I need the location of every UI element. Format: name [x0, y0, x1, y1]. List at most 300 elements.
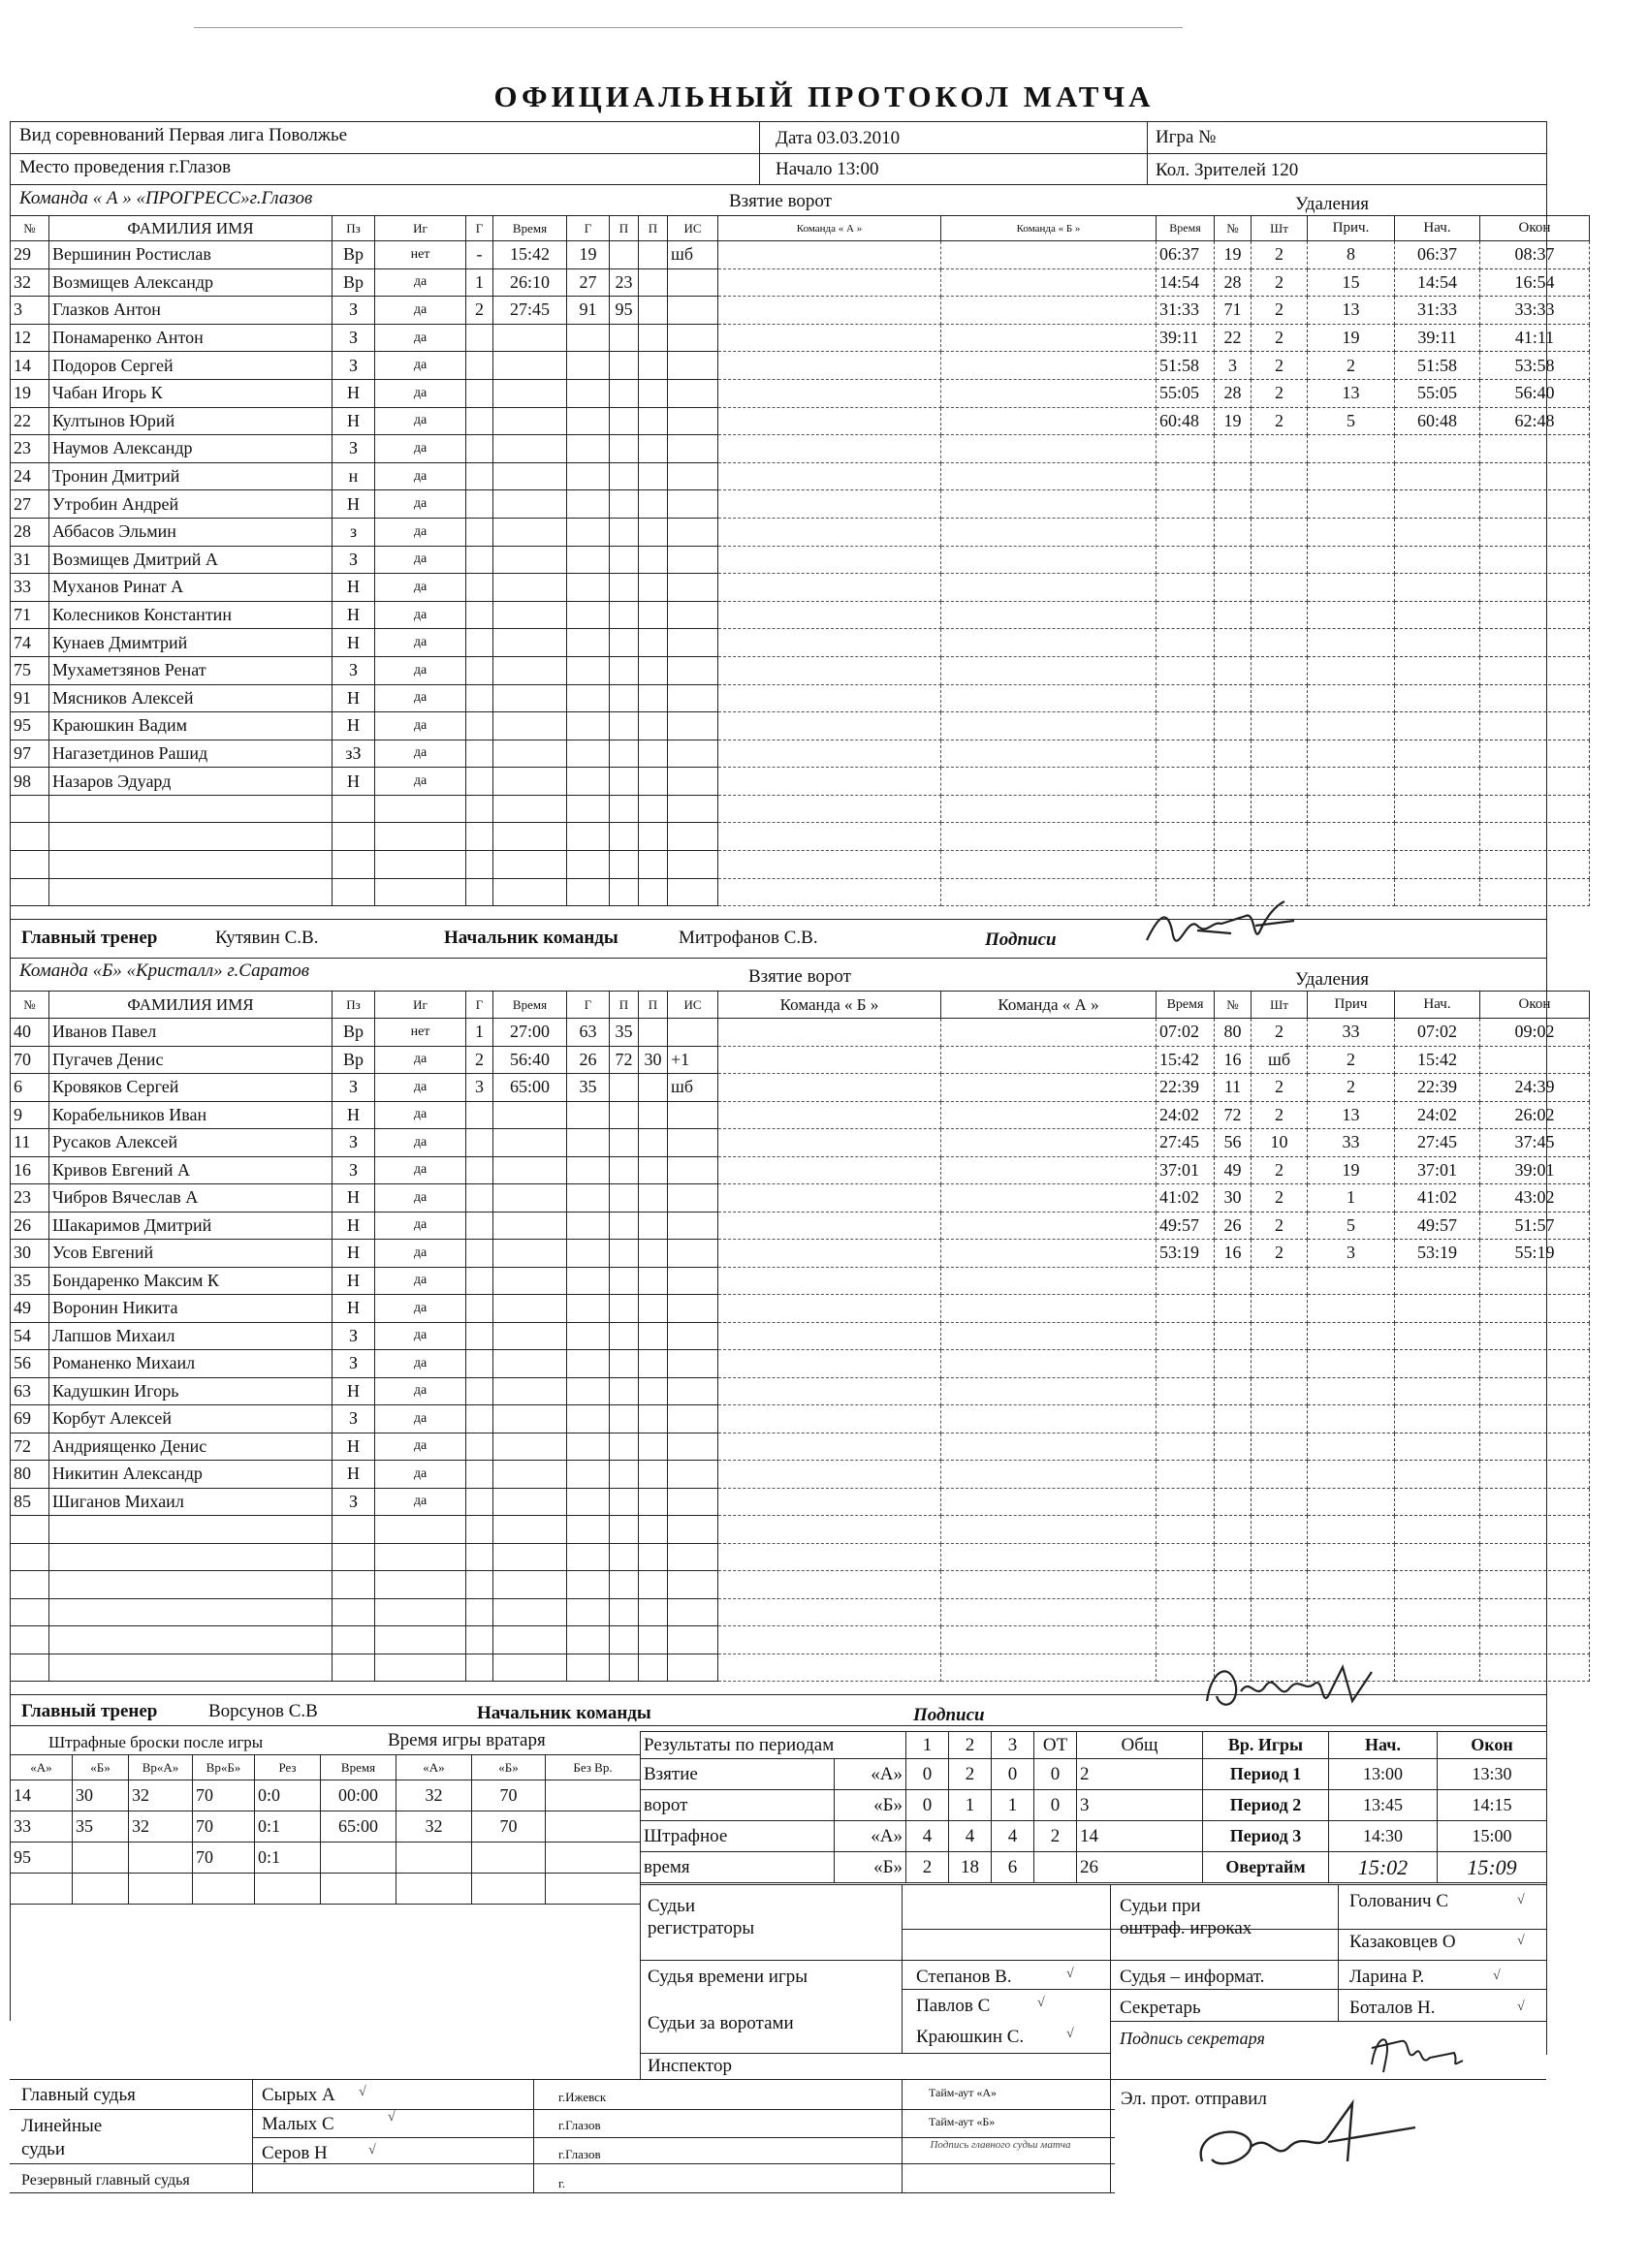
penalty-reason [1308, 1598, 1395, 1626]
penalty-minutes [1252, 712, 1308, 740]
penalty-time [1157, 712, 1215, 740]
goal-scorer [567, 1129, 610, 1157]
penalty-start [1395, 1543, 1480, 1571]
goal-time [493, 740, 567, 768]
player-played: да [375, 574, 466, 602]
penalty-start: 39:11 [1395, 324, 1480, 352]
penalty-minutes: 2 [1252, 1212, 1308, 1240]
goal-situation [668, 795, 718, 823]
goal-assist-1 [610, 574, 639, 602]
player-row [11, 1571, 1590, 1599]
goalie-changes-opp [941, 1295, 1157, 1323]
goal-time: 27:45 [493, 297, 567, 325]
player-played: да [375, 712, 466, 740]
player-position [333, 795, 375, 823]
player-played: да [375, 1461, 466, 1489]
team-b-coach: Ворсунов С.В [208, 1701, 318, 1721]
penalty-start [1395, 851, 1480, 879]
goal-scorer [567, 878, 610, 906]
goal-scorer [567, 1212, 610, 1240]
goal-situation [668, 1626, 718, 1654]
goal-situation [668, 1156, 718, 1184]
penalty-end [1480, 435, 1590, 463]
line-judge-2: Серов Н [262, 2143, 328, 2163]
goalie-changes-own [718, 1516, 941, 1544]
player-number: 28 [11, 518, 49, 546]
penalty-player [1215, 1461, 1252, 1489]
player-position [333, 1571, 375, 1599]
goal-scorer: 26 [567, 1046, 610, 1074]
penalty-start [1395, 656, 1480, 684]
goal-situation [668, 1654, 718, 1682]
penalty-player: 49 [1215, 1156, 1252, 1184]
goal-number [466, 407, 493, 435]
goal-time [493, 1516, 567, 1544]
goalie-changes-own [718, 352, 941, 380]
main-referee-sign-label: Подпись главного судьи матча [930, 2139, 1071, 2151]
penalty-end [1480, 601, 1590, 629]
penalty-end [1480, 1350, 1590, 1378]
penalty-end [1480, 795, 1590, 823]
info-judge-label: Судья – информат. [1120, 1967, 1265, 1987]
player-row [11, 1267, 1590, 1295]
penalty-time [1157, 823, 1215, 851]
player-name: Кривов Евгений А [49, 1156, 333, 1184]
penalty-start: 27:45 [1395, 1129, 1480, 1157]
penalty-minutes: 2 [1252, 241, 1308, 269]
penalty-player [1215, 574, 1252, 602]
player-position [333, 823, 375, 851]
player-row [11, 490, 1590, 519]
player-name [49, 851, 333, 879]
player-name: Никитин Александр [49, 1461, 333, 1489]
penalty-start: 51:58 [1395, 352, 1480, 380]
registrars-label: Судьи регистраторы [648, 1896, 755, 1938]
penalty-time: 15:42 [1157, 1046, 1215, 1074]
player-row [11, 1433, 1590, 1461]
goal-assist-2 [639, 297, 668, 325]
goal-time [493, 1626, 567, 1654]
penalty-player: 19 [1215, 241, 1252, 269]
penalty-box-judge-1: Голованич С [1349, 1891, 1449, 1911]
goal-assist-1 [610, 768, 639, 796]
penalty-reason: 13 [1308, 379, 1395, 407]
penalty-minutes [1252, 684, 1308, 712]
goal-situation [668, 490, 718, 519]
player-position: н [333, 462, 375, 490]
goal-scorer [567, 629, 610, 657]
goal-scorer [567, 851, 610, 879]
goalie-changes-own [718, 684, 941, 712]
player-position: Вр [333, 241, 375, 269]
penalty-minutes [1252, 546, 1308, 574]
penalty-time [1157, 462, 1215, 490]
goal-assist-2 [639, 462, 668, 490]
penalty-reason [1308, 1350, 1395, 1378]
penalty-time [1157, 1598, 1215, 1626]
goal-time [493, 435, 567, 463]
player-row [11, 546, 1590, 574]
penalty-time [1157, 518, 1215, 546]
goal-assist-1 [610, 241, 639, 269]
team-a-caption: Команда « А » «ПРОГРЕСС»г.Глазов [19, 188, 313, 208]
player-played: да [375, 1156, 466, 1184]
player-position: Н [333, 1267, 375, 1295]
player-row [11, 324, 1590, 352]
player-row [11, 1488, 1590, 1516]
goal-assist-1 [610, 1543, 639, 1571]
penalty-start: 15:42 [1395, 1046, 1480, 1074]
penalty-end [1480, 851, 1590, 879]
goal-assist-1 [610, 795, 639, 823]
penalty-minutes: 2 [1252, 324, 1308, 352]
player-number: 69 [11, 1405, 49, 1433]
penalty-time: 22:39 [1157, 1074, 1215, 1102]
player-row [11, 297, 1590, 325]
penalty-reason: 5 [1308, 1212, 1395, 1240]
goal-scorer [567, 1295, 610, 1323]
goalie-time-header-cell: «Б» [472, 1755, 546, 1780]
penalty-end [1480, 712, 1590, 740]
shootout-cell: 70 [193, 1811, 255, 1843]
penalty-time [1157, 629, 1215, 657]
player-name: Тронин Дмитрий [49, 462, 333, 490]
player-position [333, 1654, 375, 1682]
player-name [49, 1598, 333, 1626]
goal-assist-2 [639, 268, 668, 297]
penalty-player: 11 [1215, 1074, 1252, 1102]
goalie-changes-opp [941, 656, 1157, 684]
penalty-minutes: 2 [1252, 1074, 1308, 1102]
goalie-changes-opp [941, 740, 1157, 768]
goal-assist-1: 95 [610, 297, 639, 325]
penalty-end [1480, 1543, 1590, 1571]
player-position [333, 1598, 375, 1626]
player-position: З [333, 324, 375, 352]
penalty-time [1157, 574, 1215, 602]
penalty-start [1395, 629, 1480, 657]
penalty-box-judges-label: Судьи при оштраф. игроках [1120, 1896, 1252, 1938]
goalie-time-title: Время игры вратаря [388, 1730, 546, 1750]
goal-assist-2 [639, 352, 668, 380]
shootout-row [11, 1780, 321, 1811]
goal-number [466, 1654, 493, 1682]
goal-assist-2 [639, 1184, 668, 1213]
goal-number [466, 601, 493, 629]
player-name: Мясников Алексей [49, 684, 333, 712]
player-name: Муханов Ринат А [49, 574, 333, 602]
player-played: да [375, 1433, 466, 1461]
goalie-changes-own [718, 518, 941, 546]
player-played: да [375, 684, 466, 712]
player-name: Андриященко Денис [49, 1433, 333, 1461]
penalty-end [1480, 1046, 1590, 1074]
period-name: Период 1 [1203, 1759, 1329, 1790]
goal-assist-1 [610, 1598, 639, 1626]
player-name: Утробин Андрей [49, 490, 333, 519]
goalie-changes-opp [941, 241, 1157, 269]
penalty-minutes [1252, 518, 1308, 546]
player-number: 6 [11, 1074, 49, 1102]
goalie-changes-opp [941, 1129, 1157, 1157]
goal-time [493, 546, 567, 574]
goalie-changes-own [718, 823, 941, 851]
goal-number [466, 379, 493, 407]
goal-assist-1 [610, 1626, 639, 1654]
goal-time [493, 1156, 567, 1184]
penalty-start: 22:39 [1395, 1074, 1480, 1102]
competition-type: Вид соревнований Первая лига Поволжье [19, 125, 348, 145]
secretary-sign-label: Подпись секретаря [1120, 2029, 1265, 2048]
goal-situation [668, 878, 718, 906]
penalty-time: 07:02 [1157, 1019, 1215, 1047]
penalty-time [1157, 1516, 1215, 1544]
player-played: да [375, 1184, 466, 1213]
shootout-row [11, 1811, 321, 1843]
penalty-start: 06:37 [1395, 241, 1480, 269]
penalty-player [1215, 684, 1252, 712]
penalty-end [1480, 768, 1590, 796]
penalty-end: 39:01 [1480, 1156, 1590, 1184]
team-b-caption: Команда «Б» «Кристалл» г.Саратов [19, 961, 310, 981]
goalie-changes-own [718, 1212, 941, 1240]
player-row [11, 1212, 1590, 1240]
penalty-time [1157, 851, 1215, 879]
goal-assist-2 [639, 1461, 668, 1489]
penalty-end [1480, 518, 1590, 546]
goal-assist-1 [610, 1405, 639, 1433]
goal-assist-1 [610, 684, 639, 712]
line-judge-1: Малых С [262, 2114, 334, 2134]
goal-situation: шб [668, 241, 718, 269]
player-name [49, 1654, 333, 1682]
goal-scorer [567, 352, 610, 380]
penalty-end: 08:37 [1480, 241, 1590, 269]
player-row [11, 684, 1590, 712]
goalie-changes-own [718, 490, 941, 519]
penalty-time [1157, 1571, 1215, 1599]
goal-scorer: 63 [567, 1019, 610, 1047]
goal-scorer: 35 [567, 1074, 610, 1102]
player-row [11, 241, 1590, 269]
inspector-label: Инспектор [648, 2056, 732, 2076]
shootout-cell: 70 [193, 1780, 255, 1811]
goal-time [493, 1543, 567, 1571]
goalie-time-cell [396, 1843, 472, 1874]
goal-number: - [466, 241, 493, 269]
penalty-reason [1308, 1295, 1395, 1323]
penalty-reason: 13 [1308, 297, 1395, 325]
penalty-time: 37:01 [1157, 1156, 1215, 1184]
penalty-player [1215, 795, 1252, 823]
goal-time: 27:00 [493, 1019, 567, 1047]
player-played: да [375, 407, 466, 435]
goal-time [493, 768, 567, 796]
penalty-reason: 33 [1308, 1019, 1395, 1047]
goal-assist-1 [610, 1295, 639, 1323]
penalty-time [1157, 1543, 1215, 1571]
player-position: З [333, 1405, 375, 1433]
goal-number: 2 [466, 297, 493, 325]
penalty-reason: 2 [1308, 1074, 1395, 1102]
shootout-cell [73, 1874, 129, 1905]
goal-scorer [567, 1101, 610, 1129]
player-position [333, 1516, 375, 1544]
penalty-minutes [1252, 1267, 1308, 1295]
goal-situation: +1 [668, 1046, 718, 1074]
player-row [11, 1350, 1590, 1378]
period-start: 15:02 [1329, 1852, 1438, 1883]
goal-assist-2 [639, 1571, 668, 1599]
player-played: да [375, 1295, 466, 1323]
player-played: да [375, 656, 466, 684]
goal-judges-label: Судьи за воротами [648, 2013, 794, 2033]
penalty-reason [1308, 1543, 1395, 1571]
goalie-time-table [320, 1754, 641, 1905]
goal-situation [668, 1129, 718, 1157]
goalie-changes-own [718, 268, 941, 297]
player-position: З [333, 1074, 375, 1102]
goal-assist-1 [610, 851, 639, 879]
penalty-time [1157, 1377, 1215, 1405]
main-referee-signature [1183, 2094, 1435, 2200]
game-time-table [1202, 1731, 1547, 1883]
goal-assist-2 [639, 684, 668, 712]
player-played: да [375, 1377, 466, 1405]
penalty-end: 33:33 [1480, 297, 1590, 325]
goalie-time-header-cell: Время [321, 1755, 396, 1780]
goal-assist-2 [639, 1543, 668, 1571]
team-a-coach: Кутявин С.В. [215, 928, 319, 948]
period-name: Период 3 [1203, 1821, 1329, 1852]
team-b-removals-title: Удаления [1295, 969, 1370, 990]
player-name: Чабан Игорь К [49, 379, 333, 407]
team-a-goals-title: Взятие ворот [729, 191, 832, 211]
goalie-changes-own [718, 1295, 941, 1323]
goal-assist-2 [639, 712, 668, 740]
period-results-table: Результаты по периодам 1 2 3 ОТ Общ Взятие «А» 0 2 0 0 2 ворот «Б» 0 1 1 0 3 Штрафное «А» 4 4 4 2 14 время «Б» 2 18 6 26 [640, 1731, 1203, 1883]
check-mark-icon: √ [1517, 1934, 1525, 1948]
shootout-cell: 32 [129, 1780, 193, 1811]
goalie-changes-own [718, 546, 941, 574]
penalty-reason [1308, 823, 1395, 851]
goal-scorer [567, 518, 610, 546]
goal-scorer [567, 1461, 610, 1489]
goal-time [493, 1598, 567, 1626]
penalty-start [1395, 601, 1480, 629]
player-number: 63 [11, 1377, 49, 1405]
goal-time [493, 878, 567, 906]
penalty-end: 53:58 [1480, 352, 1590, 380]
player-played: да [375, 435, 466, 463]
goal-assist-2 [639, 241, 668, 269]
shootout-cell [129, 1843, 193, 1874]
period-end: 14:15 [1438, 1790, 1547, 1821]
player-number [11, 851, 49, 879]
penalty-minutes [1252, 1350, 1308, 1378]
penalty-end [1480, 1598, 1590, 1626]
player-position: Н [333, 1212, 375, 1240]
penalty-start: 55:05 [1395, 379, 1480, 407]
player-played [375, 1571, 466, 1599]
player-row [11, 629, 1590, 657]
goalie-changes-opp [941, 1516, 1157, 1544]
penalty-player [1215, 1322, 1252, 1350]
goalie-changes-own [718, 462, 941, 490]
penalty-minutes [1252, 768, 1308, 796]
goal-assist-2 [639, 1019, 668, 1047]
penalty-end: 51:57 [1480, 1212, 1590, 1240]
goalie-changes-own [718, 851, 941, 879]
goalie-changes-opp [941, 1461, 1157, 1489]
goalie-changes-own [718, 878, 941, 906]
penalty-minutes [1252, 1543, 1308, 1571]
player-played: да [375, 379, 466, 407]
shootout-cell: 95 [11, 1843, 73, 1874]
penalty-time [1157, 740, 1215, 768]
goal-time: 15:42 [493, 241, 567, 269]
shootout-cell: 33 [11, 1811, 73, 1843]
team-b-rows [11, 1019, 1590, 1682]
penalty-minutes [1252, 490, 1308, 519]
player-number: 14 [11, 352, 49, 380]
goalie-changes-own [718, 1184, 941, 1213]
period-name: Овертайм [1203, 1852, 1329, 1883]
goal-assist-2 [639, 1598, 668, 1626]
goalie-changes-opp [941, 268, 1157, 297]
penalty-player [1215, 1543, 1252, 1571]
player-position: Н [333, 1377, 375, 1405]
player-name: Корбут Алексей [49, 1405, 333, 1433]
goal-time [493, 1377, 567, 1405]
penalty-reason [1308, 629, 1395, 657]
goal-number [466, 656, 493, 684]
penalty-time: 53:19 [1157, 1240, 1215, 1268]
line-judge-1-city: г.Глазов [558, 2118, 601, 2132]
penalty-time [1157, 1350, 1215, 1378]
penalty-end [1480, 656, 1590, 684]
goal-situation [668, 379, 718, 407]
shootout-header-cell: Вр«А» [129, 1755, 193, 1780]
penalty-end [1480, 1654, 1590, 1682]
penalty-end [1480, 740, 1590, 768]
goal-situation [668, 297, 718, 325]
player-played: да [375, 1101, 466, 1129]
penalty-start [1395, 1571, 1480, 1599]
period-end: 13:30 [1438, 1759, 1547, 1790]
penalty-end [1480, 1433, 1590, 1461]
penalty-minutes: 2 [1252, 379, 1308, 407]
goal-situation [668, 1019, 718, 1047]
start-time: Начало 13:00 [776, 159, 879, 179]
goal-assist-2 [639, 1654, 668, 1682]
player-number [11, 1543, 49, 1571]
secretary-label: Секретарь [1120, 1998, 1201, 2018]
goal-situation [668, 518, 718, 546]
player-played: нет [375, 1019, 466, 1047]
goal-situation [668, 1598, 718, 1626]
goal-number [466, 1488, 493, 1516]
penalty-player: 80 [1215, 1019, 1252, 1047]
player-number: 70 [11, 1046, 49, 1074]
secretary-signature [1362, 2024, 1469, 2078]
goal-assist-2 [639, 1433, 668, 1461]
goal-number [466, 1626, 493, 1654]
player-number [11, 1571, 49, 1599]
goalie-time-cell [472, 1843, 546, 1874]
goalie-time-row [321, 1780, 641, 1811]
penalty-player: 71 [1215, 297, 1252, 325]
